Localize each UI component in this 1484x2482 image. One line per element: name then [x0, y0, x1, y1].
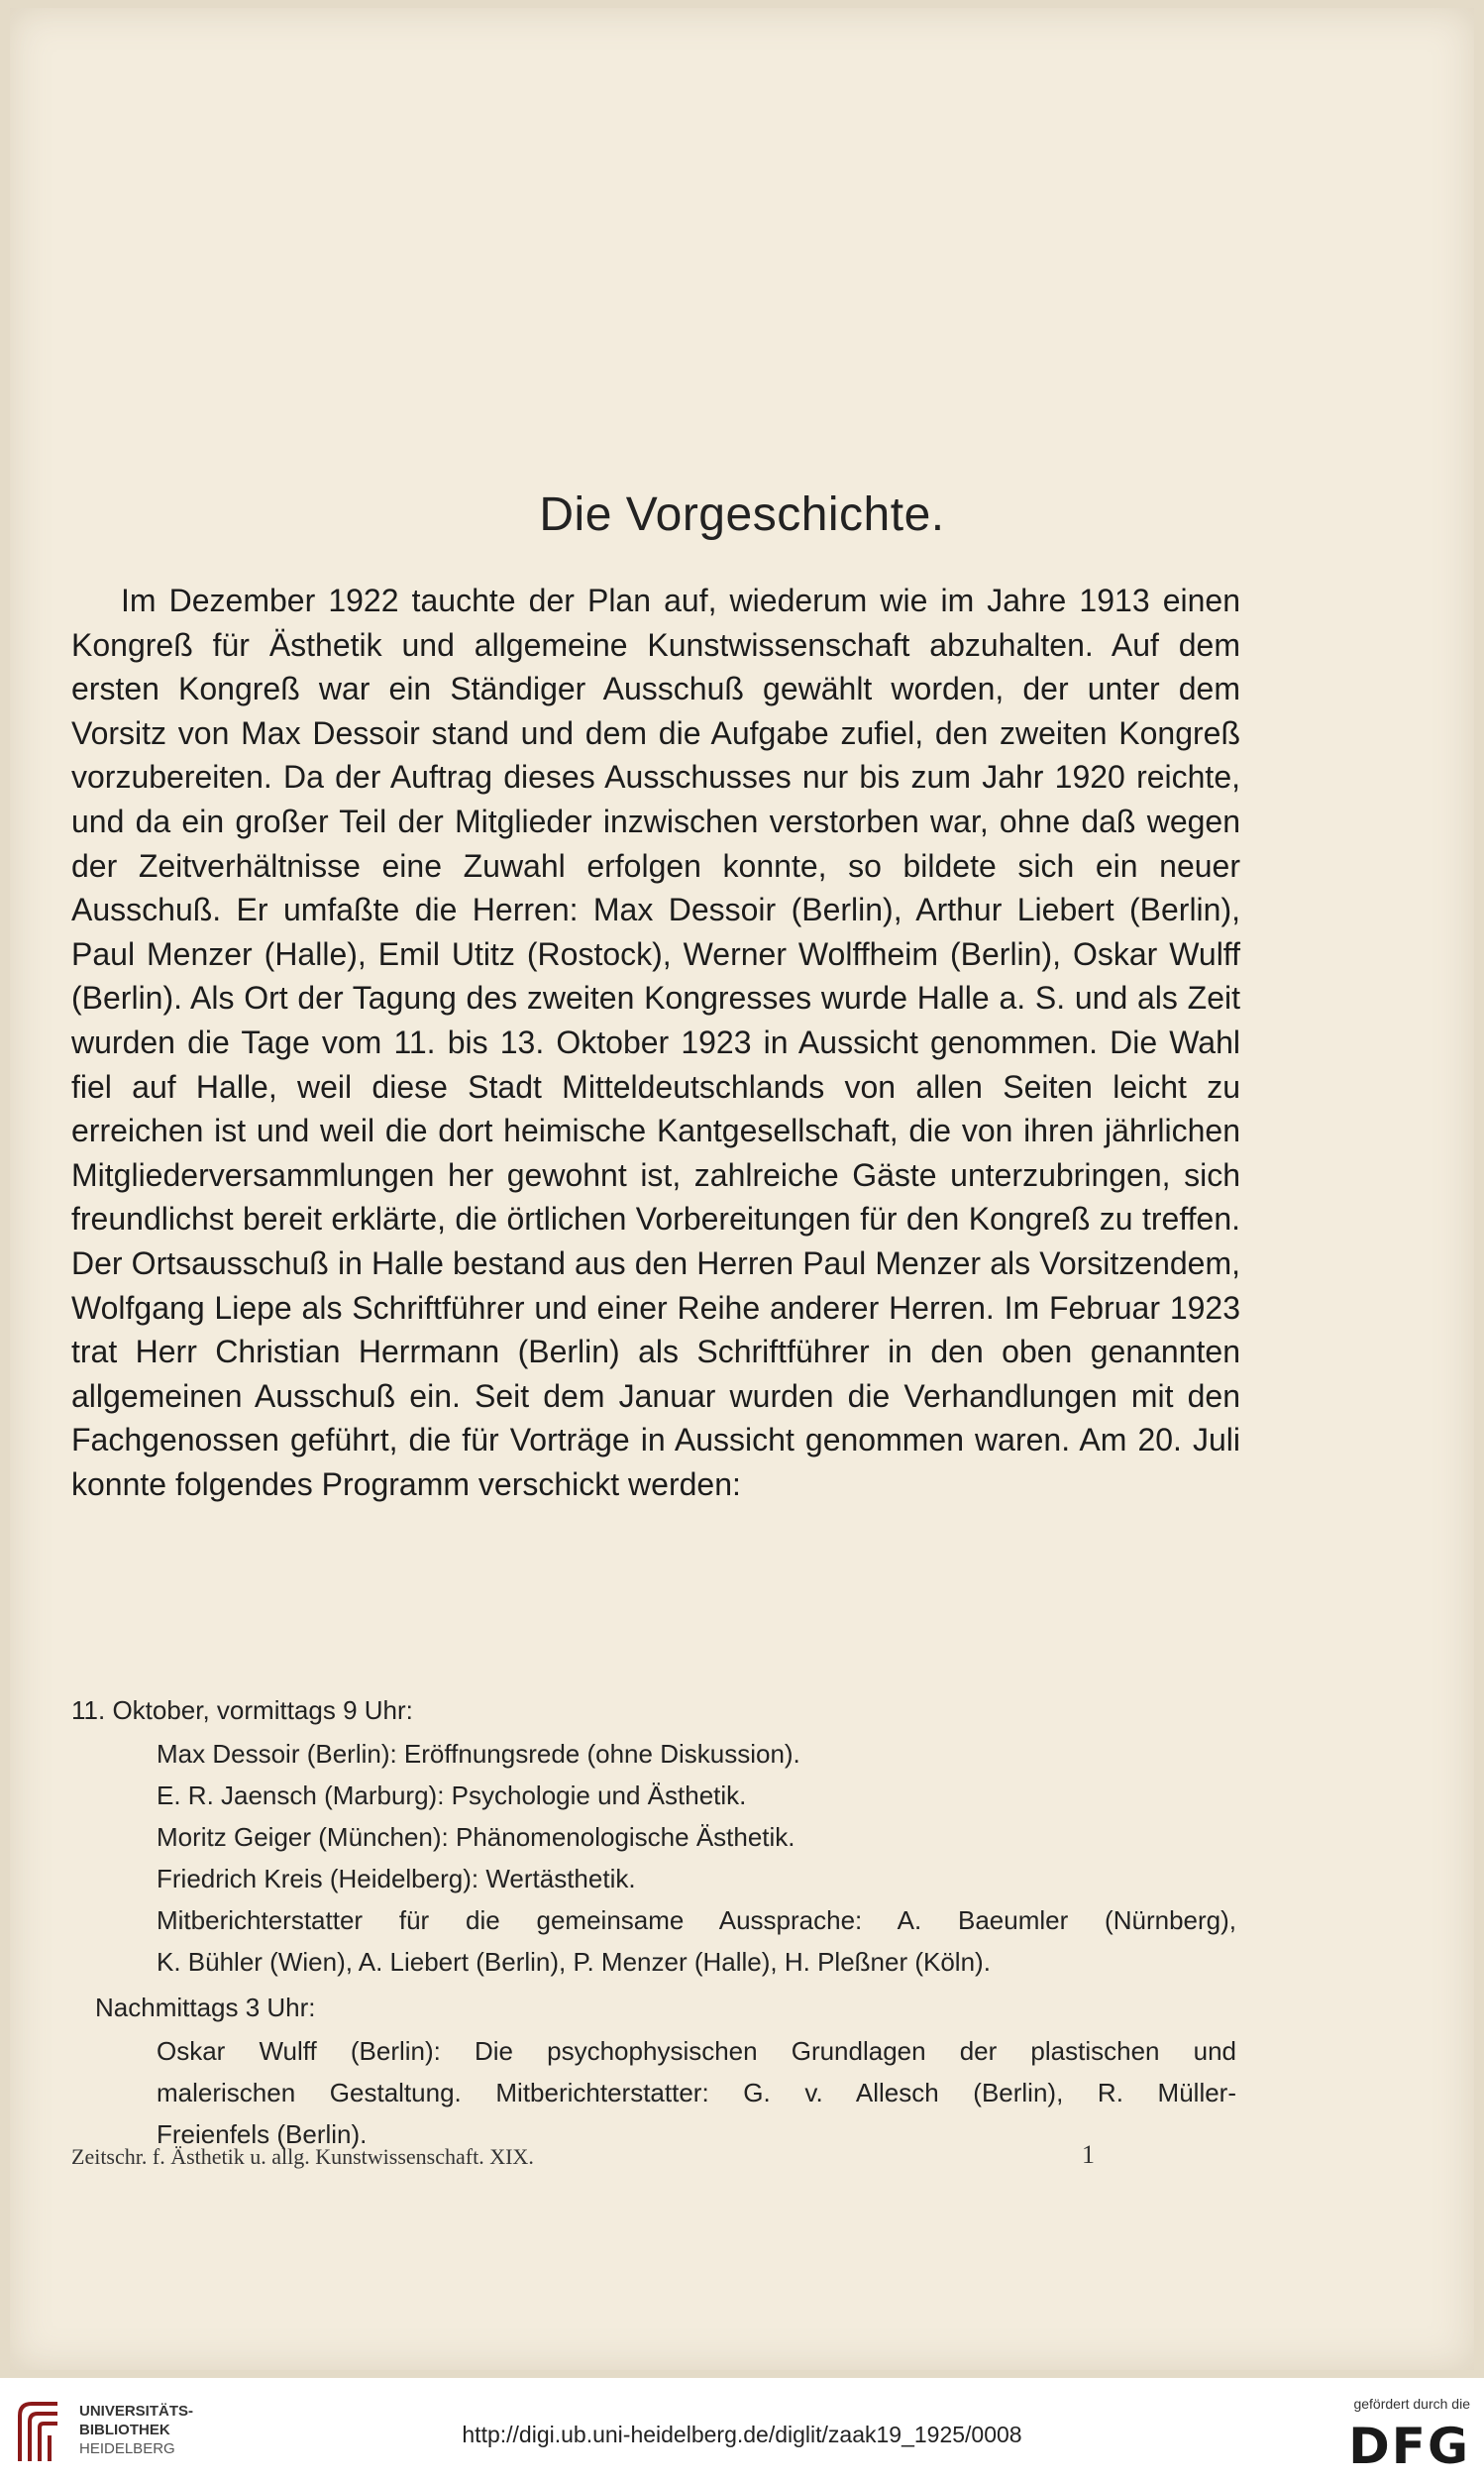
dfg-logo: DFG — [1348, 2418, 1470, 2475]
program-item: Oskar Wulff (Berlin): Die psychophysischen Grundlagen der plastischen und — [157, 2036, 1236, 2066]
program-item: malerischen Gestaltung. Mitberichterstatter: G. v. Allesch (Berlin), R. Müller- — [157, 2078, 1236, 2107]
program-item: Max Dessoir (Berlin): Eröffnungsrede (ohne Diskussion). — [157, 1739, 800, 1769]
program-item: Friedrich Kreis (Heidelberg): Wertästhetik. — [157, 1864, 636, 1893]
program-item: Moritz Geiger (München): Phänomenologische Ästhetik. — [157, 1822, 795, 1852]
page-footer — [71, 2140, 1240, 2170]
library-name-line: HEIDELBERG — [79, 2440, 175, 2457]
afternoon-session-heading: Nachmittags 3 Uhr: — [95, 1993, 316, 2022]
morning-session-heading: 11. Oktober, vormittags 9 Uhr: — [71, 1695, 413, 1725]
program-item: Freienfels (Berlin). — [157, 2119, 368, 2149]
body-paragraph: Im Dezember 1922 tauchte der Plan auf, wiederum wie im Jahre 1913 einen Kongreß für Ästhetik und allgemeine Kunstwissenschaft abzuhalten. Auf dem ersten Kongreß war ein Ständiger Ausschuß gewählt worden, der unter dem Vorsitz von Max Dessoir stand und dem die Aufgabe zufiel, den zweiten Kongreß vorzubereiten. Da der Auftrag dieses Ausschusses nur bis zum Jahr 1920 reichte, und da ein großer Teil der Mitglieder inzwischen verstorben war, ohne daß wegen der Zeitverhältnisse eine Zuwahl erfolgen konnte, so bildete sich ein neuer Ausschuß. Er umfaßte die Herren: Max Dessoir (Berlin), Arthur Liebert (Berlin), Paul Menzer (Halle), Emil Utitz (Rostock), Werner Wolffheim (Berlin), Oskar Wulff (Berlin). Als Ort der Tagung des zweiten Kongresses wurde Halle a. S. und als Zeit wurden die Tage vom 11. bis 13. Oktober 1923 in Aussicht genommen. Die Wahl fiel auf Halle, weil diese Stadt Mitteldeutschlands von allen Seiten leicht zu erreichen ist und weil die dort heimische Kantgesellschaft, die von ihren jährlichen Mitgliederversammlungen her gewohnt ist, zahlreiche Gäste unterzubringen, sich freundlichst bereit erklärte, die örtlichen Vorbereitungen für den Kongreß zu treffen. Der Ortsausschuß in Halle bestand aus den Herren Paul Menzer als Vorsitzendem, Wolfgang Liepe als Schriftführer und einer Reihe anderer Herren. Im Februar 1923 trat Herr Christian Herrmann (Berlin) als Schriftführer in den oben genannten allgemeinen Ausschuß ein. Seit dem Januar wurden die Verhandlungen mit den Fachgenossen geführt, die für Vorträge in Aussicht genommen waren. Am 20. Juli konnte folgendes Programm verschickt werden: — [71, 583, 1240, 1502]
program-item: E. R. Jaensch (Marburg): Psychologie und Ästhetik. — [157, 1781, 747, 1810]
chapter-title: Die Vorgeschichte. — [539, 488, 945, 541]
library-name-line: UNIVERSITÄTS- — [79, 2403, 194, 2420]
journal-reference: Zeitschr. f. Ästhetik u. allg. Kunstwissenschaft. XIX. — [71, 2144, 534, 2169]
page-number: 1 — [1082, 2140, 1095, 2169]
permalink-url[interactable]: http://digi.ub.uni-heidelberg.de/diglit/zaak19_1925/0008 — [462, 2422, 1022, 2447]
program-item: K. Bühler (Wien), A. Liebert (Berlin), P. Menzer (Halle), H. Pleßner (Köln). — [157, 1947, 991, 1977]
library-name-line: BIBLIOTHEK — [79, 2422, 170, 2438]
program-item: Mitberichterstatter für die gemeinsame Aussprache: A. Baeumler (Nürnberg), — [157, 1905, 1236, 1935]
funding-caption: gefördert durch die — [1353, 2396, 1470, 2412]
